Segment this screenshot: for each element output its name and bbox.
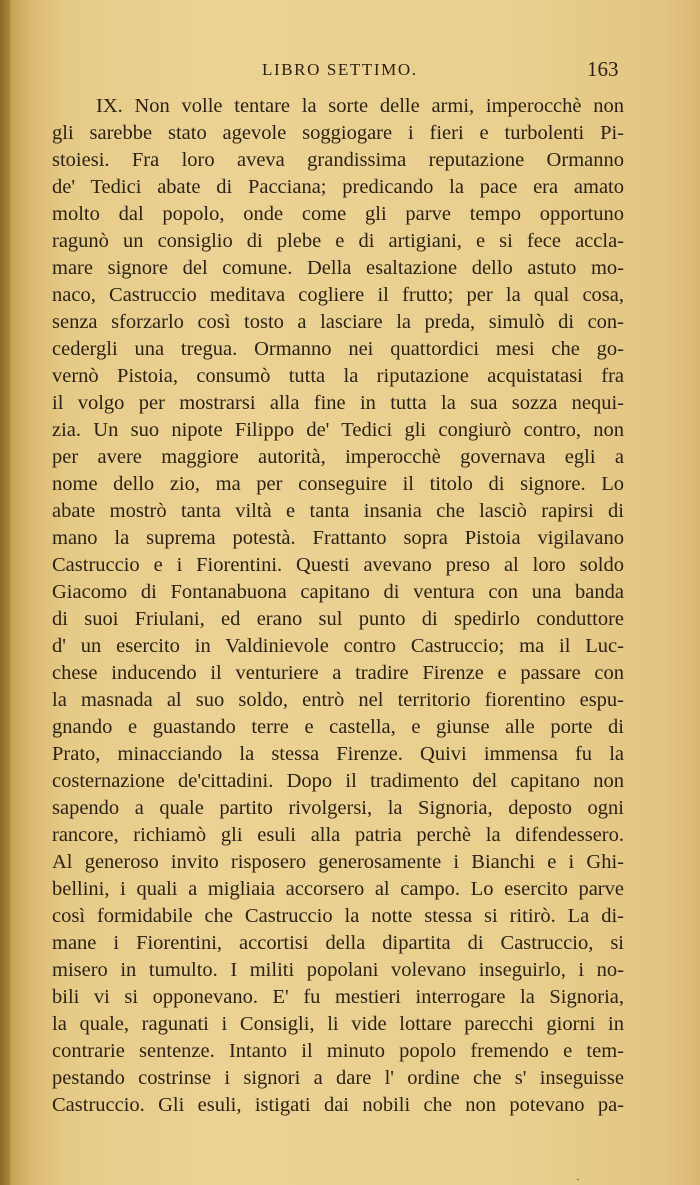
text-line: cedergli una tregua. Ormanno nei quattordici mesi che go-	[52, 338, 624, 360]
text-line: stoiesi. Fra loro aveva grandissima reputazione Ormanno	[52, 149, 624, 171]
text-line: Castruccio. Gli esuli, istigati dai nobili che non potevano pa-	[52, 1094, 624, 1116]
text-line: misero in tumulto. I militi popolani volevano inseguirlo, i no-	[52, 959, 624, 981]
page-number: 163	[587, 57, 619, 81]
printer-mark: ˎ	[576, 1167, 580, 1181]
text-line: rancore, richiamò gli esuli alla patria perchè la difendessero.	[52, 824, 624, 846]
text-line: di suoi Friulani, ed erano sul punto di spedirlo conduttore	[52, 608, 624, 630]
text-line: Giacomo di Fontanabuona capitano di ventura con una banda	[52, 581, 624, 603]
text-line: ragunò un consiglio di plebe e di artigiani, e si fece accla-	[52, 230, 624, 252]
text-line: d' un esercito in Valdinievole contro Castruccio; ma il Luc-	[52, 635, 624, 657]
text-line: contrarie sentenze. Intanto il minuto popolo fremendo e tem-	[52, 1040, 624, 1062]
text-line: zia. Un suo nipote Filippo de' Tedici gli congiurò contro, non	[52, 419, 624, 441]
text-line: de' Tedici abate di Pacciana; predicando la pace era amato	[52, 176, 624, 198]
text-line: IX. Non volle tentare la sorte delle armi, imperocchè non	[96, 95, 624, 117]
text-line: il volgo per mostrarsi alla fine in tutta la sua sozza nequi-	[52, 392, 624, 414]
text-line: chese inducendo il venturiere a tradire Firenze e passare con	[52, 662, 624, 684]
text-line: mare signore del comune. Della esaltazione dello astuto mo-	[52, 257, 624, 279]
text-line: gli sarebbe stato agevole soggiogare i fieri e turbolenti Pi-	[52, 122, 624, 144]
text-line: pestando costrinse i signori a dare l' ordine che s' inseguisse	[52, 1067, 624, 1089]
text-line: abate mostrò tanta viltà e tanta insania che lasciò rapirsi di	[52, 500, 624, 522]
text-line: gnando e guastando terre e castella, e giunse alle porte di	[52, 716, 624, 738]
text-line: bili vi si opponevano. E' fu mestieri interrogare la Signoria,	[52, 986, 624, 1008]
text-line: bellini, i quali a migliaia accorsero al campo. Lo esercito parve	[52, 878, 624, 900]
text-line: così formidabile che Castruccio la notte stessa si ritirò. La di-	[52, 905, 624, 927]
text-line: nome dello zio, ma per conseguire il titolo di signore. Lo	[52, 473, 624, 495]
text-line: la masnada al suo soldo, entrò nel territorio fiorentino espu-	[52, 689, 624, 711]
page-header	[0, 57, 700, 86]
text-line: mano la suprema potestà. Frattanto sopra Pistoia vigilavano	[52, 527, 624, 549]
text-line: Castruccio e i Fiorentini. Questi avevano preso al loro soldo	[52, 554, 624, 576]
text-line: sapendo a quale partito rivolgersi, la Signoria, deposto ogni	[52, 797, 624, 819]
text-line: Prato, minacciando la stessa Firenze. Quivi immensa fu la	[52, 743, 624, 765]
text-line: molto dal popolo, onde come gli parve tempo opportuno	[52, 203, 624, 225]
text-line: naco, Castruccio meditava cogliere il frutto; per la qual cosa,	[52, 284, 624, 306]
book-gutter-shadow	[0, 0, 10, 1185]
running-title: LIBRO SETTIMO.	[262, 60, 418, 79]
text-line: per avere maggiore autorità, imperocchè governava egli a	[52, 446, 624, 468]
text-line: mane i Fiorentini, accortisi della dipartita di Castruccio, si	[52, 932, 624, 954]
paragraph-ix	[52, 93, 624, 1119]
text-line: vernò Pistoia, consumò tutta la riputazione acquistatasi fra	[52, 365, 624, 387]
text-line: senza sforzarlo così tosto a lasciare la preda, simulò di con-	[52, 311, 624, 333]
text-line: Al generoso invito risposero generosamente i Bianchi e i Ghi-	[52, 851, 624, 873]
text-line: la quale, ragunati i Consigli, li vide lottare parecchi giorni in	[52, 1013, 624, 1035]
text-line: costernazione de'cittadini. Dopo il tradimento del capitano non	[52, 770, 624, 792]
